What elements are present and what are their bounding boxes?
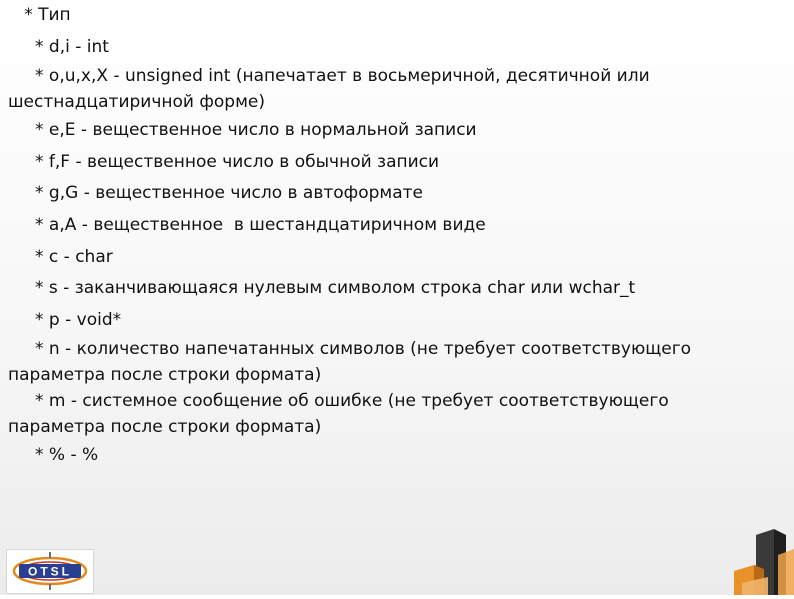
list-item: * f,F - вещественное число в обычной записи: [8, 151, 440, 172]
list-item-continuation: шестнадцатиричной форме): [8, 92, 265, 113]
list-heading: * Тип: [8, 5, 71, 25]
otsl-logo: [6, 549, 94, 594]
corner-decoration: [734, 525, 794, 595]
format-type-list: [8, 0, 788, 472]
list-item: * e,E - вещественное число в нормальной записи: [8, 120, 477, 141]
list-item-continuation: параметра после строки формата): [8, 417, 322, 438]
list-item: * d,i - int: [8, 36, 109, 57]
list-item-continuation: параметра после строки формата): [8, 365, 322, 386]
list-item: * % - %: [8, 445, 99, 466]
otsl-logo-graphic: [7, 550, 93, 593]
list-item: * p - void*: [8, 309, 122, 330]
list-item: * c - char: [8, 246, 113, 267]
list-item: * s - заканчивающаяся нулевым символом строка char или wchar_t: [8, 278, 636, 299]
list-item: * o,u,x,X - unsigned int (напечатает в восьмеричной, десятичной или: [8, 66, 650, 87]
list-item: * a,A - вещественное в шестандцатиричном виде: [8, 214, 486, 235]
list-item: * g,G - вещественное число в автоформате: [8, 183, 424, 204]
list-item: * n - количество напечатанных символов (не требует соответствующего: [8, 339, 692, 360]
list-item: * m - системное сообщение об ошибке (не требует соответствующего: [8, 391, 669, 412]
logo-text: OTSL: [28, 564, 72, 579]
